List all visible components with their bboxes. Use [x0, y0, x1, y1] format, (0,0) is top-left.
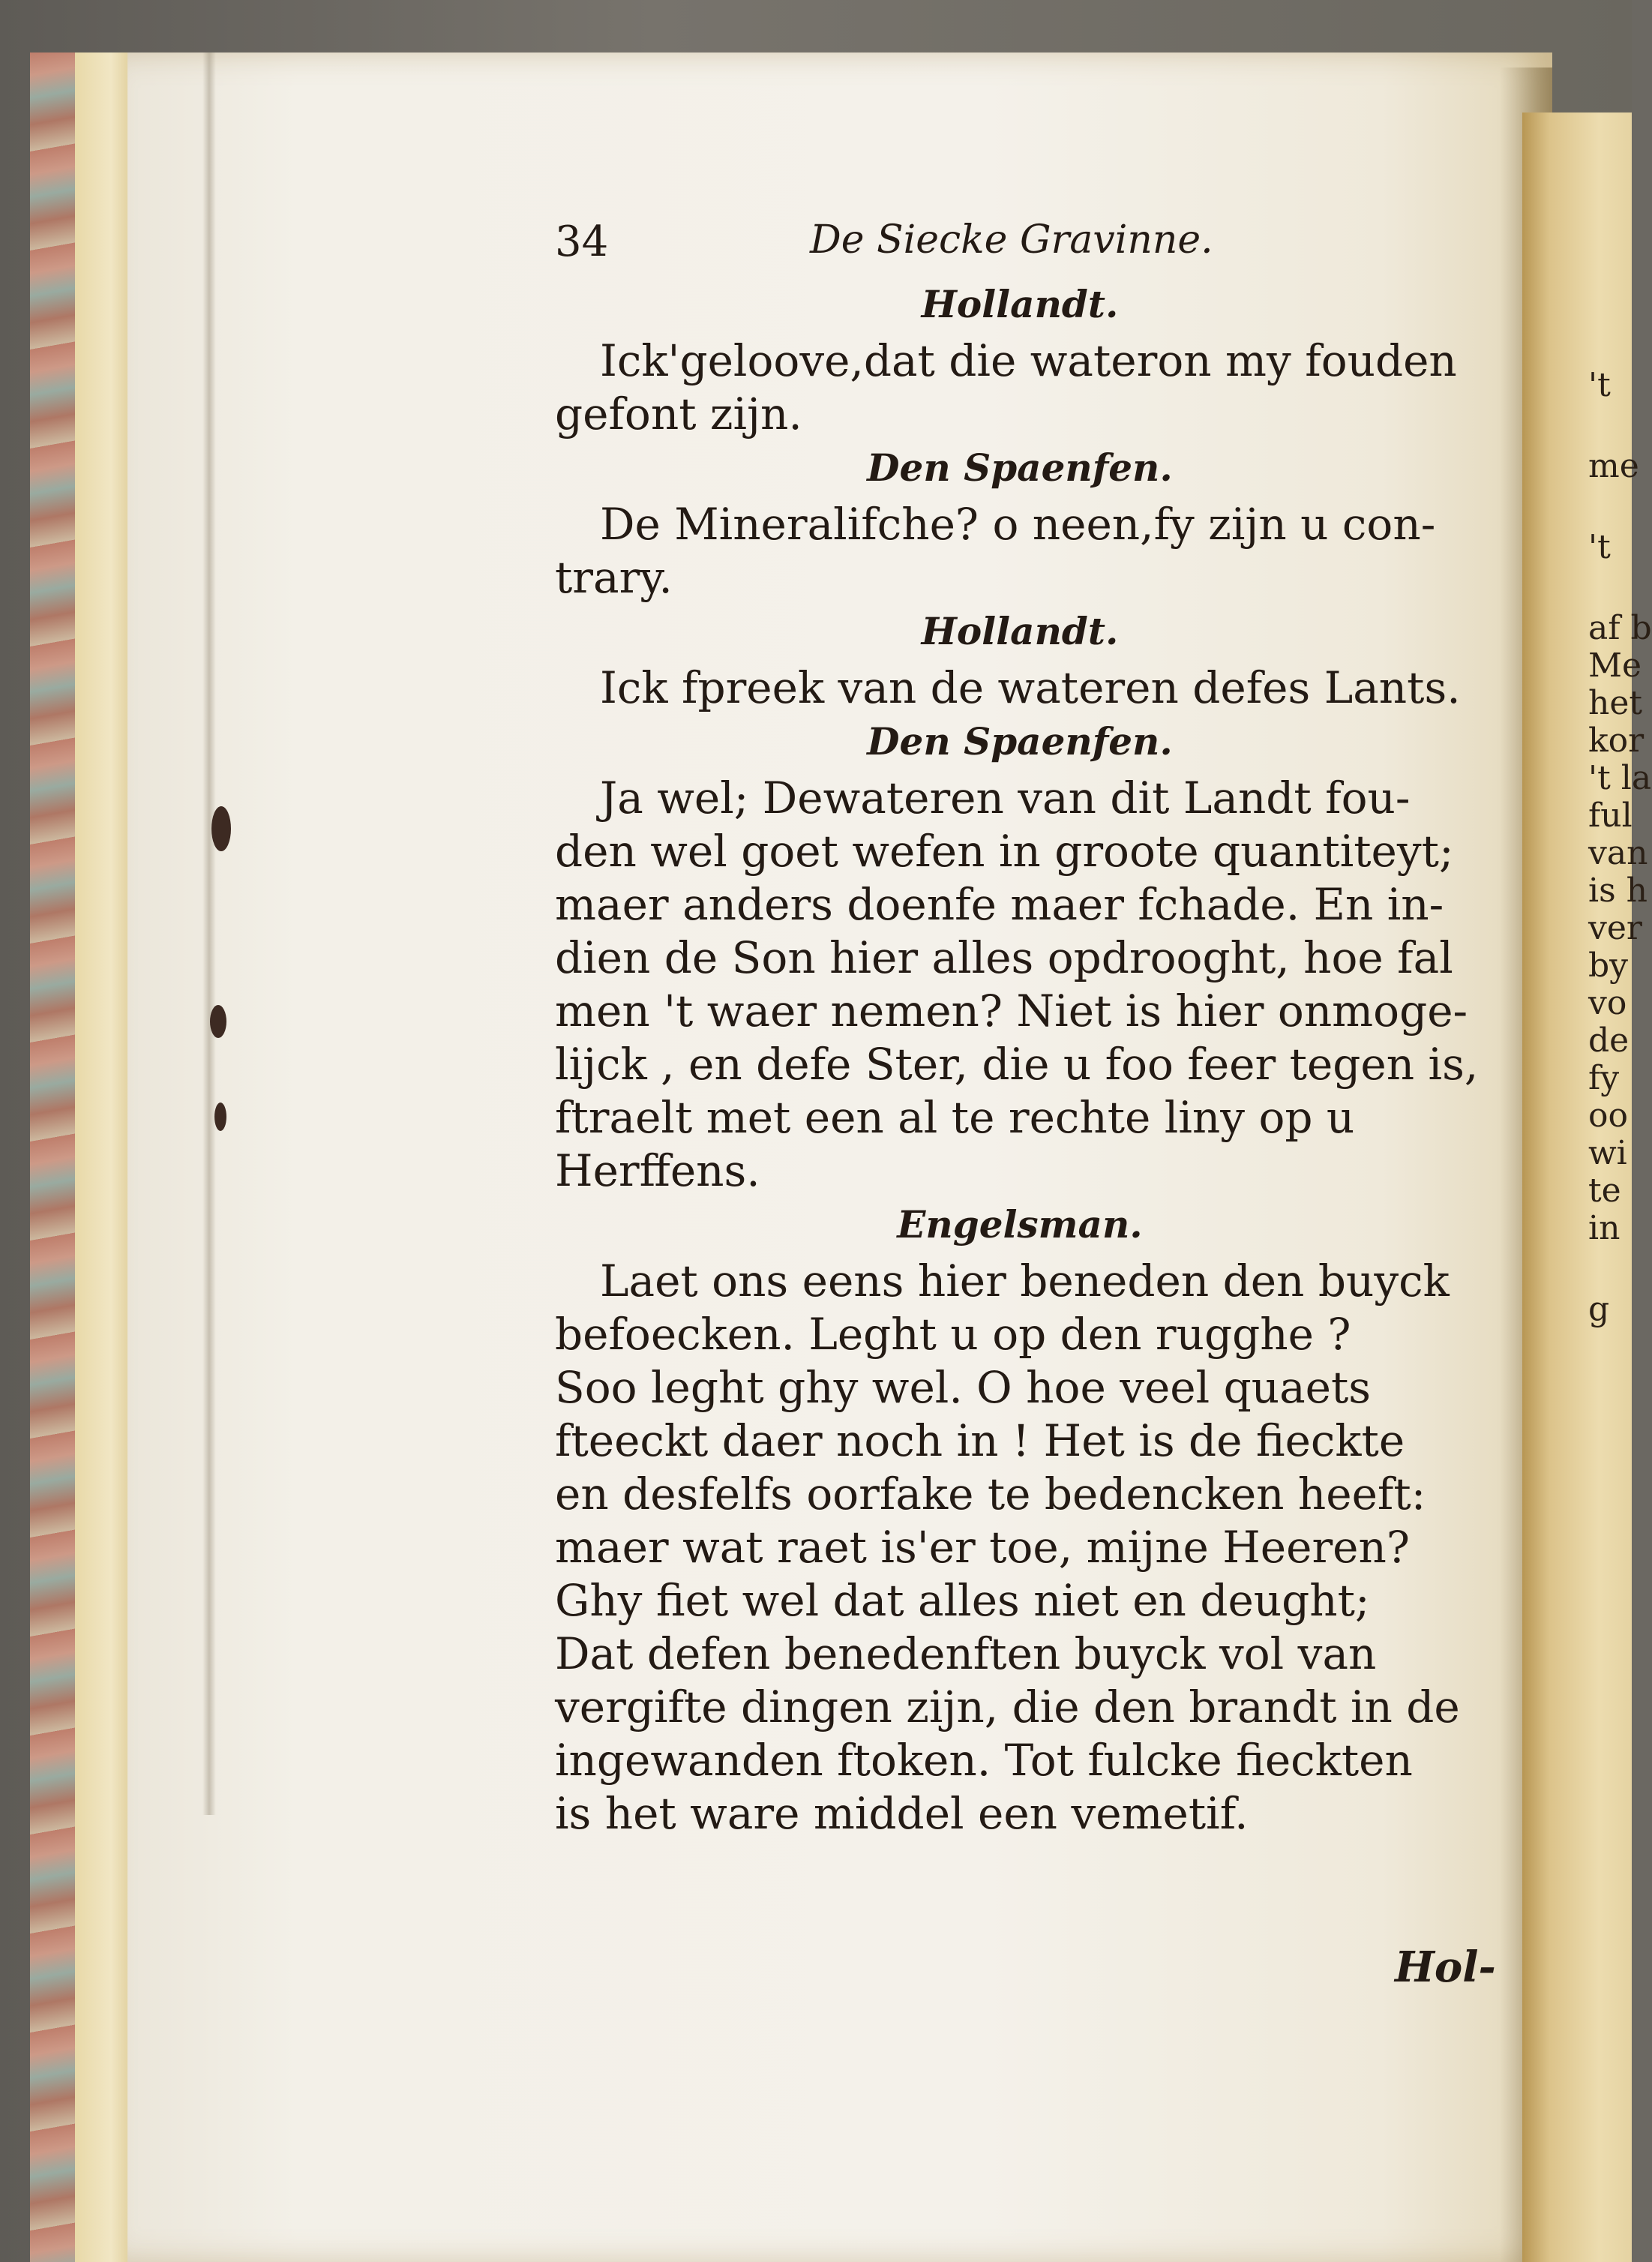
text-line: lijck , en defe Ster, die u foo feer tegen is,	[555, 1039, 1479, 1090]
text-line: maer wat raet is'er toe, mijne Heeren?	[555, 1522, 1410, 1573]
page-tear	[202, 52, 216, 1815]
facing-line: van	[1588, 834, 1648, 872]
text-line: dien de Son hier alles opdrooght, hoe fal	[555, 932, 1453, 983]
text-line: is het ware middel een vemetif.	[555, 1788, 1249, 1839]
running-title: De Siecke Gravinne.	[810, 218, 1213, 262]
speech-paragraph	[555, 662, 1485, 715]
cover-edge	[75, 52, 135, 2262]
speech-paragraph	[555, 498, 1485, 604]
text-line: ftraelt met een al te rechte liny op u	[555, 1092, 1355, 1143]
text-line: ingewanden ftoken. Tot fulcke fieckten	[555, 1735, 1413, 1786]
catchword: Hol-	[1395, 1942, 1496, 1992]
facing-line: vo	[1588, 984, 1627, 1022]
facing-page-text	[1588, 366, 1652, 1329]
facing-line: het	[1588, 684, 1643, 722]
text-line: maer anders doenfe maer fchade. En in-	[555, 879, 1444, 930]
dialogue	[555, 282, 1485, 1840]
speaker-name: Den Spaenfen.	[867, 446, 1173, 490]
text-line: Ick fpreek van de wateren defes Lants.	[600, 662, 1461, 713]
text-line: Ick'geloove,dat die wateron my fouden	[600, 335, 1457, 386]
text-line: Ja wel; Dewateren van dit Landt fou-	[600, 772, 1411, 824]
text-line: De Mineralifche? o neen,fy zijn u con-	[600, 499, 1436, 550]
speech-paragraph	[555, 334, 1485, 441]
facing-line: oo	[1588, 1096, 1628, 1135]
text-line: den wel goet wefen in groote quantiteyt;	[555, 826, 1454, 877]
facing-line: is h	[1588, 872, 1648, 910]
speaker-name: Hollandt.	[921, 609, 1119, 653]
ink-stain	[211, 806, 231, 851]
ink-stain	[210, 1005, 226, 1038]
text-line: men 't waer nemen? Niet is hier onmoge-	[555, 986, 1468, 1036]
facing-line: 't la	[1588, 759, 1652, 797]
facing-line: in	[1588, 1209, 1621, 1247]
text-line: Laet ons eens hier beneden den buyck	[600, 1256, 1450, 1306]
text-line: Herffens.	[555, 1145, 760, 1196]
facing-line: ful	[1588, 796, 1633, 835]
facing-line: kor	[1588, 722, 1645, 760]
ink-stain	[214, 1102, 226, 1131]
text-line: trary.	[555, 552, 673, 603]
facing-line: te	[1588, 1172, 1621, 1210]
facing-line: by	[1588, 946, 1629, 985]
text-line: befoecken. Leght u op den rugghe ?	[555, 1309, 1351, 1360]
facing-line: g	[1588, 1290, 1610, 1328]
page-text	[555, 218, 1485, 1840]
facing-line: me	[1588, 447, 1639, 485]
facing-line: fy	[1588, 1059, 1620, 1097]
facing-line: 't	[1588, 366, 1611, 404]
speaker-name: Hollandt.	[921, 282, 1119, 326]
facing-line: af b	[1588, 609, 1652, 647]
text-line: Ghy fiet wel dat alles niet en deught;	[555, 1575, 1370, 1626]
facing-line: 't	[1588, 528, 1611, 566]
page-number: 34	[555, 218, 609, 266]
facing-line: Me	[1588, 646, 1642, 685]
text-line: vergifte dingen zijn, die den brandt in de	[555, 1682, 1460, 1732]
speaker-name: Den Spaenfen.	[867, 719, 1173, 764]
text-line: fteeckt daer noch in ! Het is de fieckte	[555, 1415, 1405, 1466]
speech-paragraph	[555, 1255, 1485, 1840]
text-line: gefont zijn.	[555, 388, 802, 440]
facing-line: wi	[1588, 1134, 1627, 1172]
text-line: Dat defen benedenften buyck vol van	[555, 1628, 1377, 1679]
speech-paragraph	[555, 772, 1485, 1198]
facing-line: ver	[1588, 909, 1642, 947]
text-line: Soo leght ghy wel. O hoe veel quaets	[555, 1362, 1372, 1413]
facing-line: de	[1588, 1022, 1630, 1060]
speaker-name: Engelsman.	[897, 1202, 1143, 1246]
text-line: en desfelfs oorfake te bedencken heeft:	[555, 1468, 1426, 1520]
page-header	[555, 218, 1485, 278]
